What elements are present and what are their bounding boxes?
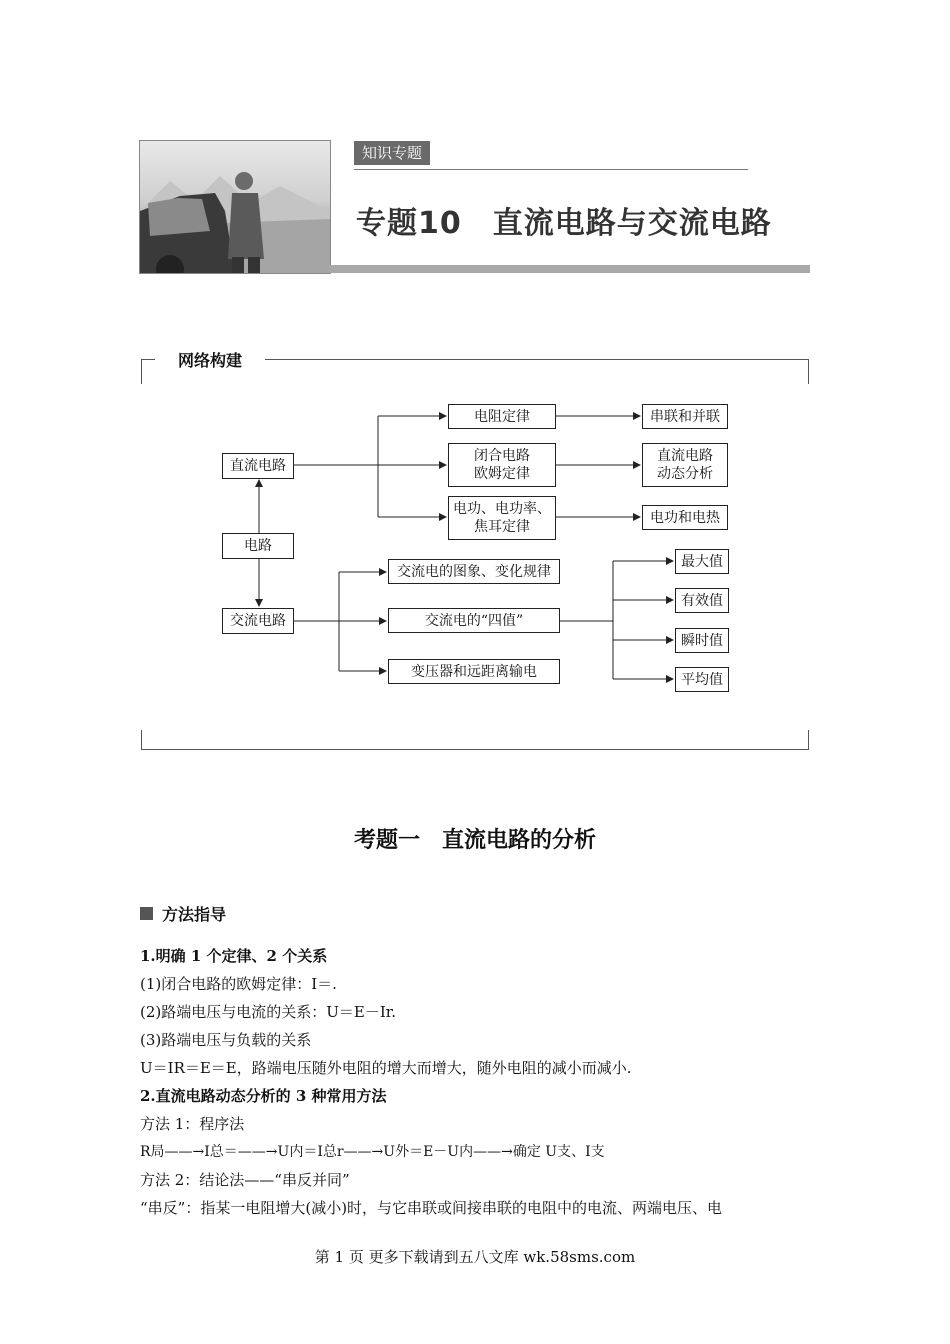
node-instant-value: 瞬时值 xyxy=(675,628,729,653)
node-ac-four-values: 交流电的“四值” xyxy=(388,608,560,633)
section-title: 考题一 直流电路的分析 xyxy=(353,828,596,853)
content-line: R局——→I总＝——→U内＝I总r——→U外＝E－U内——→确定 U支、I支 xyxy=(140,1144,605,1160)
content-line: “串反”：指某一电阻增大(减小)时，与它串联或间接串联的电阻中的电流、两端电压、电 xyxy=(140,1199,723,1217)
content-line: 方法 2：结论法——“串反并同” xyxy=(140,1171,350,1189)
node-closed-circuit-ohm: 闭合电路 欧姆定律 xyxy=(448,443,556,487)
node-max-value: 最大值 xyxy=(675,549,729,574)
node-series-parallel: 串联和并联 xyxy=(642,404,728,429)
content-line: U＝IR＝E＝E，路端电压随外电阻的增大而增大，随外电阻的减小而减小. xyxy=(140,1059,632,1077)
content-line: (3)路端电压与负载的关系 xyxy=(140,1031,312,1049)
node-work-and-heat: 电功和电热 xyxy=(642,505,728,530)
page-title: 专题10 直流电路与交流电路 xyxy=(356,206,772,241)
content-line: (1)闭合电路的欧姆定律：I＝. xyxy=(140,975,337,993)
node-effective-value: 有效值 xyxy=(675,588,729,613)
page-footer: 第 1 页 更多下载请到五八文库 wk.58sms.com xyxy=(314,1248,636,1266)
node-circuit: 电路 xyxy=(222,533,294,559)
knowledge-topic-tag: 知识专题 xyxy=(354,141,430,165)
network-label: 网络构建 xyxy=(178,351,243,370)
node-ac-graph: 交流电的图象、变化规律 xyxy=(388,559,560,584)
node-dc-circuit: 直流电路 xyxy=(222,453,294,479)
node-dc-dynamic-analysis: 直流电路 动态分析 xyxy=(642,443,728,487)
method-guide-label: 方法指导 xyxy=(162,905,227,924)
node-work-power-joule: 电功、电功率、 焦耳定律 xyxy=(448,496,556,540)
node-resistance-law: 电阻定律 xyxy=(448,404,556,429)
method-icon xyxy=(140,907,153,920)
content-line: 2.直流电路动态分析的 3 种常用方法 xyxy=(140,1087,387,1105)
node-transformer: 变压器和远距离输电 xyxy=(388,659,560,684)
node-ac-circuit: 交流电路 xyxy=(222,608,294,634)
content-line: (2)路端电压与电流的关系：U＝E－Ir. xyxy=(140,1003,397,1021)
node-average-value: 平均值 xyxy=(675,667,729,692)
content-line: 方法 1：程序法 xyxy=(140,1115,245,1133)
content-line: 1.明确 1 个定律、2 个关系 xyxy=(140,947,328,965)
